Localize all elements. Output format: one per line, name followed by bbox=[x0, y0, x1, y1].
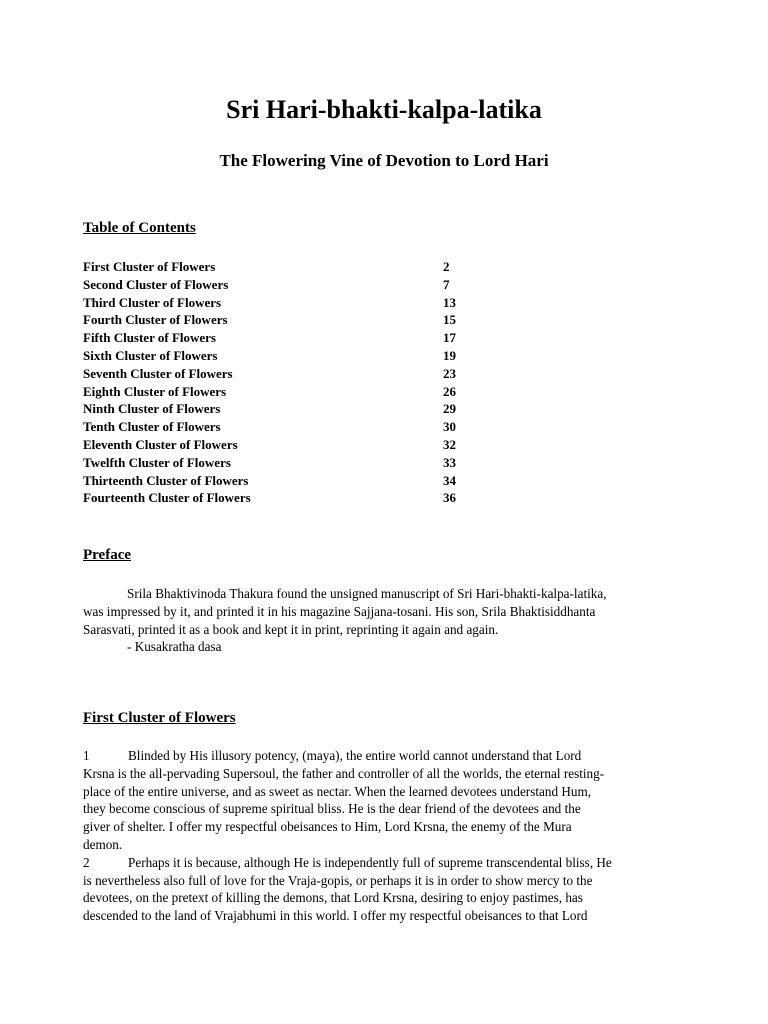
toc-entry-name: Sixth Cluster of Flowers bbox=[83, 347, 218, 363]
toc-entry[interactable] bbox=[83, 454, 503, 472]
toc-entry-name: Tenth Cluster of Flowers bbox=[83, 419, 221, 435]
toc-entry-page: 30 bbox=[443, 419, 456, 435]
first-cluster-text bbox=[83, 747, 683, 925]
verse-line: is nevertheless also full of love for the Vraja-gopis, or perhaps it is in order to show mercy to the bbox=[83, 872, 593, 888]
verse-line: 2 Perhaps it is because, although He is independently full of supreme transcendental bliss, He bbox=[83, 854, 612, 870]
toc-entry-name: Ninth Cluster of Flowers bbox=[83, 401, 221, 417]
toc-entry-name: Third Cluster of Flowers bbox=[83, 294, 222, 310]
first-cluster-heading: First Cluster of Flowers bbox=[83, 710, 236, 726]
toc-entry-name: First Cluster of Flowers bbox=[83, 259, 216, 274]
toc-entry-page: 13 bbox=[443, 294, 456, 310]
verse-line: descended to the land of Vrajabhumi in this world. I offer my respectful obeisances to that Lord bbox=[83, 908, 588, 924]
toc-entry[interactable] bbox=[83, 347, 503, 365]
toc-entry-page: 32 bbox=[443, 436, 456, 452]
toc-entry[interactable] bbox=[83, 329, 503, 347]
toc-entry-name: Eighth Cluster of Flowers bbox=[83, 383, 227, 399]
document-title: Sri Hari-bhakti-kalpa-latika bbox=[226, 95, 542, 124]
toc-entry-page: 34 bbox=[443, 472, 456, 488]
toc-entry[interactable] bbox=[83, 294, 503, 312]
verse-line: 1 Blinded by His illusory potency, (maya), the entire world cannot understand that Lord bbox=[83, 748, 582, 763]
preface-line: was impressed by it, and printed it in his magazine Sajjana-tosani. His son, Srila Bhaktisiddhanta bbox=[83, 603, 596, 619]
verse-line: Krsna is the all-pervading Supersoul, the father and controller of all the worlds, the eternal resting- bbox=[83, 765, 605, 781]
toc-entry-name: Twelfth Cluster of Flowers bbox=[83, 454, 231, 470]
document-subtitle: The Flowering Vine of Devotion to Lord Hari bbox=[219, 151, 549, 170]
toc-entry-name: Seventh Cluster of Flowers bbox=[83, 365, 233, 381]
preface-heading: Preface bbox=[83, 547, 132, 563]
toc-entry-page: 7 bbox=[443, 276, 450, 292]
toc-entry[interactable] bbox=[83, 472, 503, 490]
toc-entry-page: 23 bbox=[443, 365, 456, 381]
toc-entry[interactable] bbox=[83, 383, 503, 401]
toc-entry-page: 15 bbox=[443, 312, 456, 328]
verse-line: demon. bbox=[83, 836, 123, 852]
toc-entry-page: 33 bbox=[443, 454, 456, 470]
verse-line: devotees, on the pretext of killing the demons, that Lord Krsna, desiring to enjoy pastimes, has bbox=[83, 890, 583, 906]
toc-heading: Table of Contents bbox=[83, 220, 196, 236]
toc-entry-name: Thirteenth Cluster of Flowers bbox=[83, 472, 249, 488]
toc-entry-page: 26 bbox=[443, 383, 456, 399]
toc-entry-name: Second Cluster of Flowers bbox=[83, 276, 229, 292]
toc-entry-page: 36 bbox=[443, 490, 456, 506]
toc-entry[interactable] bbox=[83, 418, 503, 436]
toc-entry[interactable] bbox=[83, 311, 503, 329]
table-of-contents bbox=[83, 258, 503, 507]
toc-entry-page: 19 bbox=[443, 347, 456, 363]
toc-entry[interactable] bbox=[83, 276, 503, 294]
toc-entry[interactable] bbox=[83, 258, 503, 276]
verse-number: 1 bbox=[83, 748, 90, 763]
preface-signature: - Kusakratha dasa bbox=[127, 639, 222, 655]
verse-number: 2 bbox=[83, 854, 90, 870]
toc-entry-name: Eleventh Cluster of Flowers bbox=[83, 436, 238, 452]
toc-entry-page: 2 bbox=[443, 259, 450, 274]
toc-entry-name: Fifth Cluster of Flowers bbox=[83, 330, 216, 346]
toc-entry[interactable] bbox=[83, 400, 503, 418]
preface-line: Srila Bhaktivinoda Thakura found the unsigned manuscript of Sri Hari-bhakti-kalpa-latika, bbox=[127, 586, 607, 601]
preface-line: Sarasvati, printed it as a book and kept it in print, reprinting it again and again. bbox=[83, 621, 499, 637]
toc-entry[interactable] bbox=[83, 365, 503, 383]
toc-entry-name: Fourth Cluster of Flowers bbox=[83, 312, 228, 328]
toc-entry-page: 17 bbox=[443, 330, 456, 346]
verse-line: place of the entire universe, and as sweet as nectar. When the learned devotees understand Hum, bbox=[83, 783, 592, 799]
preface-paragraph bbox=[83, 585, 683, 656]
toc-entry[interactable] bbox=[83, 489, 503, 507]
verse-line: they become conscious of supreme spiritual bliss. He is the dear friend of the devotees and the bbox=[83, 801, 581, 817]
toc-entry[interactable] bbox=[83, 436, 503, 454]
toc-entry-page: 29 bbox=[443, 401, 456, 417]
toc-entry-name: Fourteenth Cluster of Flowers bbox=[83, 490, 251, 506]
verse-line: giver of shelter. I offer my respectful obeisances to Him, Lord Krsna, the enemy of the Mura bbox=[83, 819, 572, 835]
